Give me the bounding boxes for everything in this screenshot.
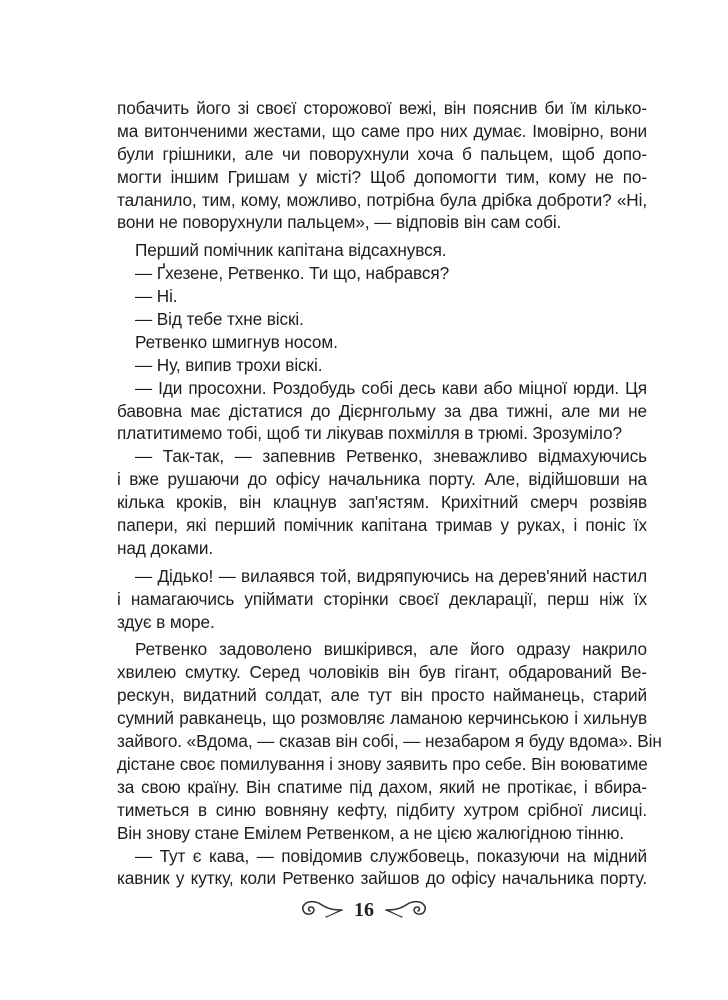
- page-footer: [0, 897, 728, 923]
- text-line: над доками.: [117, 537, 213, 558]
- text-line: Він знову стане Емілем Ретвенком, а не цією жалюгідною тінню.: [117, 822, 625, 843]
- text-line: — Так-так, — запевнив Ретвенко, зневажливо відмахуючись: [135, 446, 647, 467]
- swirl-ornament-right-icon: [384, 897, 432, 923]
- text-line: і намагаючись упіймати сторінки своєї декларації, перш ніж їх: [117, 588, 647, 609]
- text-line: тиметься в синю вовняну кефту, підбиту хутром срібної лисиці.: [117, 799, 647, 820]
- text-line: Перший помічник капітана відсахнувся.: [135, 240, 447, 261]
- text-line: таланило, тим, кому, можливо, потрібна була дрібка доброти? «Ні,: [117, 189, 647, 210]
- text-line: — Ґхезене, Ретвенко. Ти що, набрався?: [135, 263, 450, 284]
- text-line: хвилею смутку. Серед чоловіків він був гігант, обдарований Ве-: [117, 662, 647, 683]
- text-line: були грішники, але чи поворухнули хоча б пальцем, щоб допо-: [117, 143, 647, 164]
- text-line: бавовна має дістатися до Дієрнгольму за два тижні, але ми не: [117, 400, 647, 421]
- text-line: — Ні.: [135, 286, 178, 307]
- text-line: зайвого. «Вдома, — сказав він собі, — незабаром я буду вдома». Він: [117, 731, 662, 752]
- text-line: рескун, видатний солдат, але тут він просто найманець, старий: [117, 685, 647, 706]
- text-line: — Іди просохни. Роздобудь собі десь кави або міцної юрди. Ця: [135, 377, 647, 398]
- text-line: — Тут є кава, — повідомив службовець, показуючи на мідний: [135, 845, 647, 866]
- swirl-ornament-left-icon: [296, 897, 344, 923]
- text-line: здує в море.: [117, 611, 215, 632]
- text-line: Ретвенко задоволено вишкірився, але його одразу накрило: [135, 639, 647, 660]
- text-line: вони не поворухнули пальцем», — відповів він сам собі.: [117, 212, 562, 233]
- text-line: — Від тебе тхне віскі.: [135, 309, 304, 330]
- text-line: побачить його зі своєї сторожової вежі, він пояснив би їм кілько-: [117, 98, 647, 118]
- page-number: 16: [354, 898, 374, 921]
- page-body: [117, 97, 662, 890]
- text-line: дістане своє помилування і знову заявить про себе. Він воюватиме: [117, 753, 648, 774]
- text-line: і вже рушаючи до офісу начальника порту. Але, відійшовши на: [117, 469, 647, 490]
- text-line: сумний равканець, що розмовляє ламаною керчинською і хильнув: [117, 708, 647, 729]
- text-line: — Дідько! — вилаявся той, видряпуючись на дерев'яний настил: [135, 565, 647, 586]
- text-line: кілька кроків, він клацнув зап'ястям. Крихітний смерч розвіяв: [117, 492, 647, 513]
- text-line: за свою країну. Він спатиме під дахом, який не протікає, і вбира-: [117, 776, 647, 797]
- text-line: — Ну, випив трохи віскі.: [135, 354, 323, 375]
- text-line: платитимемо тобі, щоб ти лікував похмілля в трюмі. Зрозуміло?: [117, 423, 622, 444]
- text-line: папери, які перший помічник капітана тримав у руках, і поніс їх: [117, 515, 647, 536]
- text-line: ма витонченими жестами, що саме про них думає. Імовірно, вони: [117, 120, 647, 141]
- text-line: Ретвенко шмигнув носом.: [135, 331, 338, 352]
- text-line: кавник у кутку, коли Ретвенко зайшов до офісу начальника порту.: [117, 868, 647, 889]
- text-line: могти іншим Гришам у місті? Щоб допомогти тим, кому не по-: [117, 166, 647, 187]
